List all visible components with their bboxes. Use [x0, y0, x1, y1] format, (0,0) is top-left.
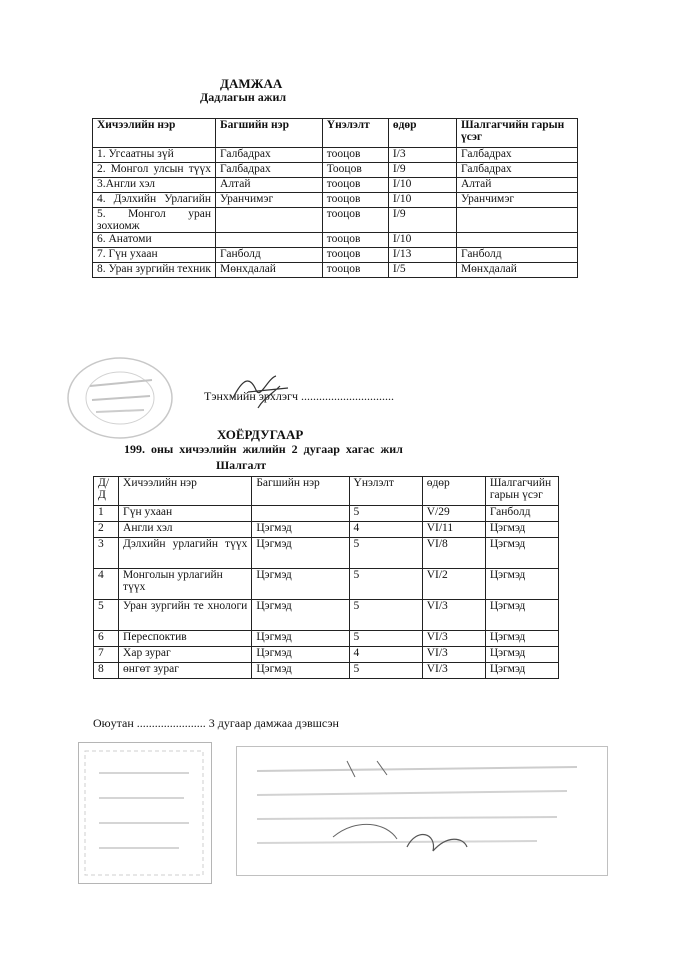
header-cell: Багшийн нэр: [216, 119, 323, 148]
cell: Ганболд: [456, 248, 577, 263]
cell: 7: [94, 647, 119, 663]
cell: Галбадрах: [216, 163, 323, 178]
table-row: [93, 263, 578, 278]
cell: 5: [349, 506, 422, 522]
header-cell: өдөр: [422, 477, 485, 506]
table-row: [93, 148, 578, 163]
cell: 5. Монгол уран зохиомж: [93, 208, 216, 233]
cell: Цэгмэд: [485, 569, 558, 600]
stamp-box-right: [236, 746, 608, 876]
header-cell: Хичээлийн нэр: [119, 477, 252, 506]
cell: 8. Уран зургийн техник: [93, 263, 216, 278]
cell: 2: [94, 522, 119, 538]
cell: 1. Угсаатны зүй: [93, 148, 216, 163]
header-cell: Шалгагчийн гарын үсэг: [456, 119, 577, 148]
student-promotion-line: Оюутан ....................... 3 дугаар дамжаа дэвшсэн: [93, 716, 339, 730]
cell: Ганболд: [485, 506, 558, 522]
cell: Цэгмэд: [252, 631, 349, 647]
cell: Галбадрах: [216, 148, 323, 163]
practice-table: [92, 118, 578, 278]
cell: VI/3: [422, 647, 485, 663]
page-title: ДАМЖАА: [220, 76, 283, 91]
cell: 4: [349, 647, 422, 663]
table-row: [94, 631, 559, 647]
cell: 6: [94, 631, 119, 647]
cell: Галбадрах: [456, 148, 577, 163]
cell: Алтай: [456, 178, 577, 193]
table-row: [94, 522, 559, 538]
section-subtitle: 199. оны хичээлийн жилийн 2 дугаар хагас жил: [124, 442, 403, 456]
cell: I/13: [388, 248, 456, 263]
section-title: ХОЁРДУГААР: [217, 427, 304, 442]
cell: Монголын урлагийн түүх: [119, 569, 252, 600]
cell: 5: [349, 663, 422, 679]
cell: 3: [94, 538, 119, 569]
cell: [216, 233, 323, 248]
page-subtitle: Дадлагын ажил: [200, 90, 287, 104]
cell: Галбадрах: [456, 163, 577, 178]
cell: Цэгмэд: [252, 647, 349, 663]
header-cell: Д/Д: [94, 477, 119, 506]
cell: 7. Гүн ухаан: [93, 248, 216, 263]
cell: Цэгмэд: [252, 522, 349, 538]
table-row: [94, 600, 559, 631]
header-cell: Багшийн нэр: [252, 477, 349, 506]
cell: Цэгмэд: [252, 538, 349, 569]
cell: 8: [94, 663, 119, 679]
cell: [456, 233, 577, 248]
table-header-row: [94, 477, 559, 506]
table-row: [94, 647, 559, 663]
cell: VI/3: [422, 631, 485, 647]
header-cell: Хичээлийн нэр: [93, 119, 216, 148]
cell: тооцов: [322, 178, 388, 193]
cell: тооцов: [322, 263, 388, 278]
table-row: [93, 248, 578, 263]
cell: 4. Дэлхийн Урлагийн: [93, 193, 216, 208]
cell: Мөнхдалай: [456, 263, 577, 278]
cell: өнгөт зураг: [119, 663, 252, 679]
cell: Мөнхдалай: [216, 263, 323, 278]
cell: Переспоктив: [119, 631, 252, 647]
table-row: [94, 506, 559, 522]
stamp-box-left: [78, 742, 212, 884]
cell: 5: [349, 569, 422, 600]
exam-table: [93, 476, 559, 679]
table-row: [93, 178, 578, 193]
cell: I/10: [388, 233, 456, 248]
cell: 2. Монгол улсын түүх: [93, 163, 216, 178]
cell: I/9: [388, 163, 456, 178]
department-head-signature-line: Тэнхмийн эрхлэгч ...............................: [204, 389, 395, 403]
cell: [456, 208, 577, 233]
cell: Ганболд: [216, 248, 323, 263]
cell: 6. Анатоми: [93, 233, 216, 248]
table-row: [93, 208, 578, 233]
signature-graphic: [228, 368, 298, 416]
cell: VI/8: [422, 538, 485, 569]
cell: I/10: [388, 193, 456, 208]
cell: 3.Англи хэл: [93, 178, 216, 193]
table-row: [93, 163, 578, 178]
table-header-row: [93, 119, 578, 148]
cell: Цэгмэд: [485, 631, 558, 647]
table-row: [93, 233, 578, 248]
cell: I/10: [388, 178, 456, 193]
cell: Алтай: [216, 178, 323, 193]
table-row: [94, 663, 559, 679]
cell: 5: [349, 538, 422, 569]
cell: Англи хэл: [119, 522, 252, 538]
cell: V/29: [422, 506, 485, 522]
cell: Уран зургийн те хнологи: [119, 600, 252, 631]
cell: VI/2: [422, 569, 485, 600]
header-cell: Шалгагчийн гарын үсэг: [485, 477, 558, 506]
cell: 4: [349, 522, 422, 538]
cell: 5: [349, 600, 422, 631]
cell: тооцов: [322, 233, 388, 248]
cell: Цэгмэд: [252, 569, 349, 600]
cell: Уранчимэг: [216, 193, 323, 208]
cell: тооцов: [322, 248, 388, 263]
cell: тооцов: [322, 148, 388, 163]
cell: VI/11: [422, 522, 485, 538]
cell: I/3: [388, 148, 456, 163]
cell: 1: [94, 506, 119, 522]
table-row: [94, 538, 559, 569]
cell: Уранчимэг: [456, 193, 577, 208]
cell: Тооцов: [322, 163, 388, 178]
cell: Цэгмэд: [485, 647, 558, 663]
cell: Хар зураг: [119, 647, 252, 663]
cell: VI/3: [422, 600, 485, 631]
cell: I/9: [388, 208, 456, 233]
cell: 5: [349, 631, 422, 647]
table-row: [93, 193, 578, 208]
cell: Гүн ухаан: [119, 506, 252, 522]
cell: Цэгмэд: [252, 600, 349, 631]
cell: Дэлхийн урлагийн түүх: [119, 538, 252, 569]
cell: тооцов: [322, 193, 388, 208]
cell: I/5: [388, 263, 456, 278]
table-row: [94, 569, 559, 600]
cell: 4: [94, 569, 119, 600]
header-cell: Үнэлэлт: [322, 119, 388, 148]
cell: Цэгмэд: [485, 522, 558, 538]
section-subtitle-exam: Шалгалт: [216, 458, 267, 472]
stamp-graphic: [60, 350, 180, 450]
cell: VI/3: [422, 663, 485, 679]
cell: [216, 208, 323, 233]
cell: [252, 506, 349, 522]
cell: тооцов: [322, 208, 388, 233]
cell: Цэгмэд: [485, 538, 558, 569]
header-cell: өдөр: [388, 119, 456, 148]
cell: 5: [94, 600, 119, 631]
header-cell: Үнэлэлт: [349, 477, 422, 506]
cell: Цэгмэд: [485, 600, 558, 631]
cell: Цэгмэд: [485, 663, 558, 679]
cell: Цэгмэд: [252, 663, 349, 679]
